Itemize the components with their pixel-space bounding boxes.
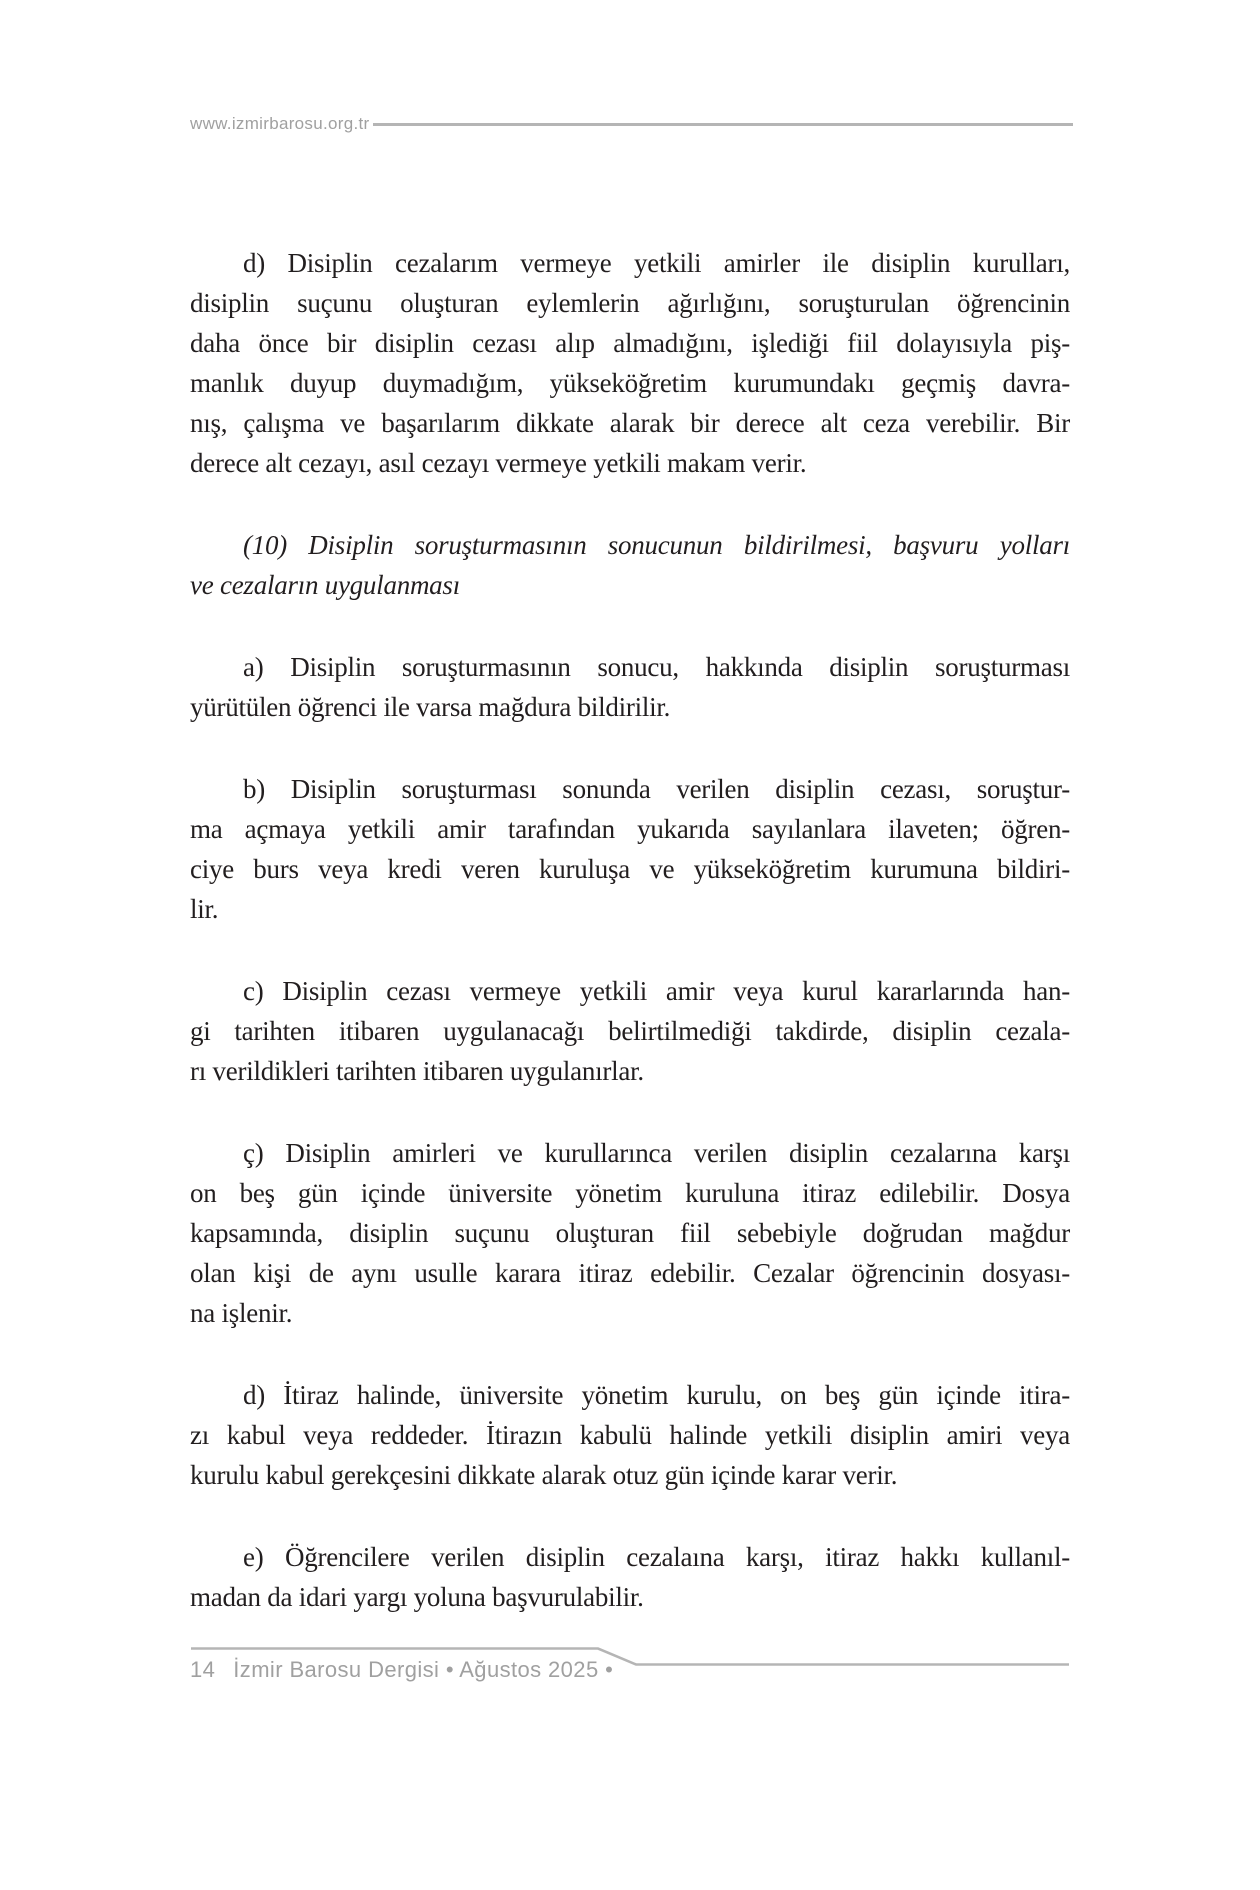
- paragraph: [190, 1133, 1070, 1333]
- paragraph: [190, 971, 1070, 1091]
- text-line: kapsamında, disiplin suçunu oluşturan fiil sebebiyle doğrudan mağdur: [190, 1218, 1070, 1248]
- text-line: ciye burs veya kredi veren kuruluşa ve yükseköğretim kurumuna bildiri-: [190, 854, 1070, 884]
- text-line: c) Disiplin cezası vermeye yetkili amir veya kurul kararlarında han-: [243, 976, 1070, 1006]
- text-line: zı kabul veya reddeder. İtirazın kabulü halinde yetkili disiplin amiri veya: [190, 1420, 1070, 1450]
- paragraph: [190, 1537, 1070, 1617]
- website-url: www.izmirbarosu.org.tr: [190, 114, 370, 133]
- text-line: rı verildikleri tarihten itibaren uygulanırlar.: [190, 1056, 644, 1086]
- page-footer: [190, 1645, 1070, 1689]
- text-line: (10) Disiplin soruşturmasının sonucunun bildirilmesi, başvuru yolları: [243, 530, 1070, 560]
- paragraph: [190, 243, 1070, 483]
- text-line: d) Disiplin cezalarım vermeye yetkili amirler ile disiplin kurulları,: [243, 248, 1070, 278]
- text-line: nış, çalışma ve başarılarım dikkate alarak bir derece alt ceza verebilir. Bir: [190, 408, 1070, 438]
- section-heading: [190, 525, 1070, 605]
- text-line: d) İtiraz halinde, üniversite yönetim kurulu, on beş gün içinde itira-: [243, 1380, 1070, 1410]
- text-line: manlık duyup duymadığım, yükseköğretim kurumundakı geçmiş davra-: [190, 368, 1070, 398]
- journal-title: İzmir Barosu Dergisi • Ağustos 2025 •: [233, 1657, 614, 1682]
- text-line: disiplin suçunu oluşturan eylemlerin ağırlığını, soruşturulan öğrencinin: [190, 288, 1070, 318]
- text-line: madan da idari yargı yoluna başvurulabilir.: [190, 1582, 644, 1612]
- paragraph: [190, 647, 1070, 727]
- text-line: gi tarihten itibaren uygulanacağı belirtilmediği takdirde, disiplin cezala-: [190, 1016, 1070, 1046]
- text-line: na işlenir.: [190, 1298, 293, 1328]
- text-line: a) Disiplin soruşturmasının sonucu, hakkında disiplin soruşturması: [243, 652, 1070, 682]
- text-line: ve cezaların uygulanması: [190, 570, 460, 600]
- text-line: lir.: [190, 894, 219, 924]
- footer-text: [190, 1658, 613, 1682]
- header-rule: [373, 123, 1073, 126]
- document-body: [190, 243, 1070, 1659]
- text-line: derece alt cezayı, asıl cezayı vermeye yetkili makam verir.: [190, 448, 807, 478]
- text-line: ç) Disiplin amirleri ve kurullarınca verilen disiplin cezalarına karşı: [243, 1138, 1070, 1168]
- text-line: daha önce bir disiplin cezası alıp almadığını, işlediği fiil dolayısıyla piş-: [190, 328, 1070, 358]
- text-line: b) Disiplin soruşturması sonunda verilen disiplin cezası, soruştur-: [243, 774, 1070, 804]
- text-line: yürütülen öğrenci ile varsa mağdura bildirilir.: [190, 692, 671, 722]
- text-line: e) Öğrencilere verilen disiplin cezalaına karşı, itiraz hakkı kullanıl-: [243, 1542, 1070, 1572]
- paragraph: [190, 1375, 1070, 1495]
- text-line: ma açmaya yetkili amir tarafından yukarıda sayılanlara ilaveten; öğren-: [190, 814, 1070, 844]
- paragraph: [190, 769, 1070, 929]
- text-line: kurulu kabul gerekçesini dikkate alarak otuz gün içinde karar verir.: [190, 1460, 898, 1490]
- text-line: olan kişi de aynı usulle karara itiraz edebilir. Cezalar öğrencinin dosyası-: [190, 1258, 1070, 1288]
- page-number: 14: [190, 1657, 216, 1682]
- page-header: [190, 112, 1073, 136]
- text-line: on beş gün içinde üniversite yönetim kuruluna itiraz edilebilir. Dosya: [190, 1178, 1070, 1208]
